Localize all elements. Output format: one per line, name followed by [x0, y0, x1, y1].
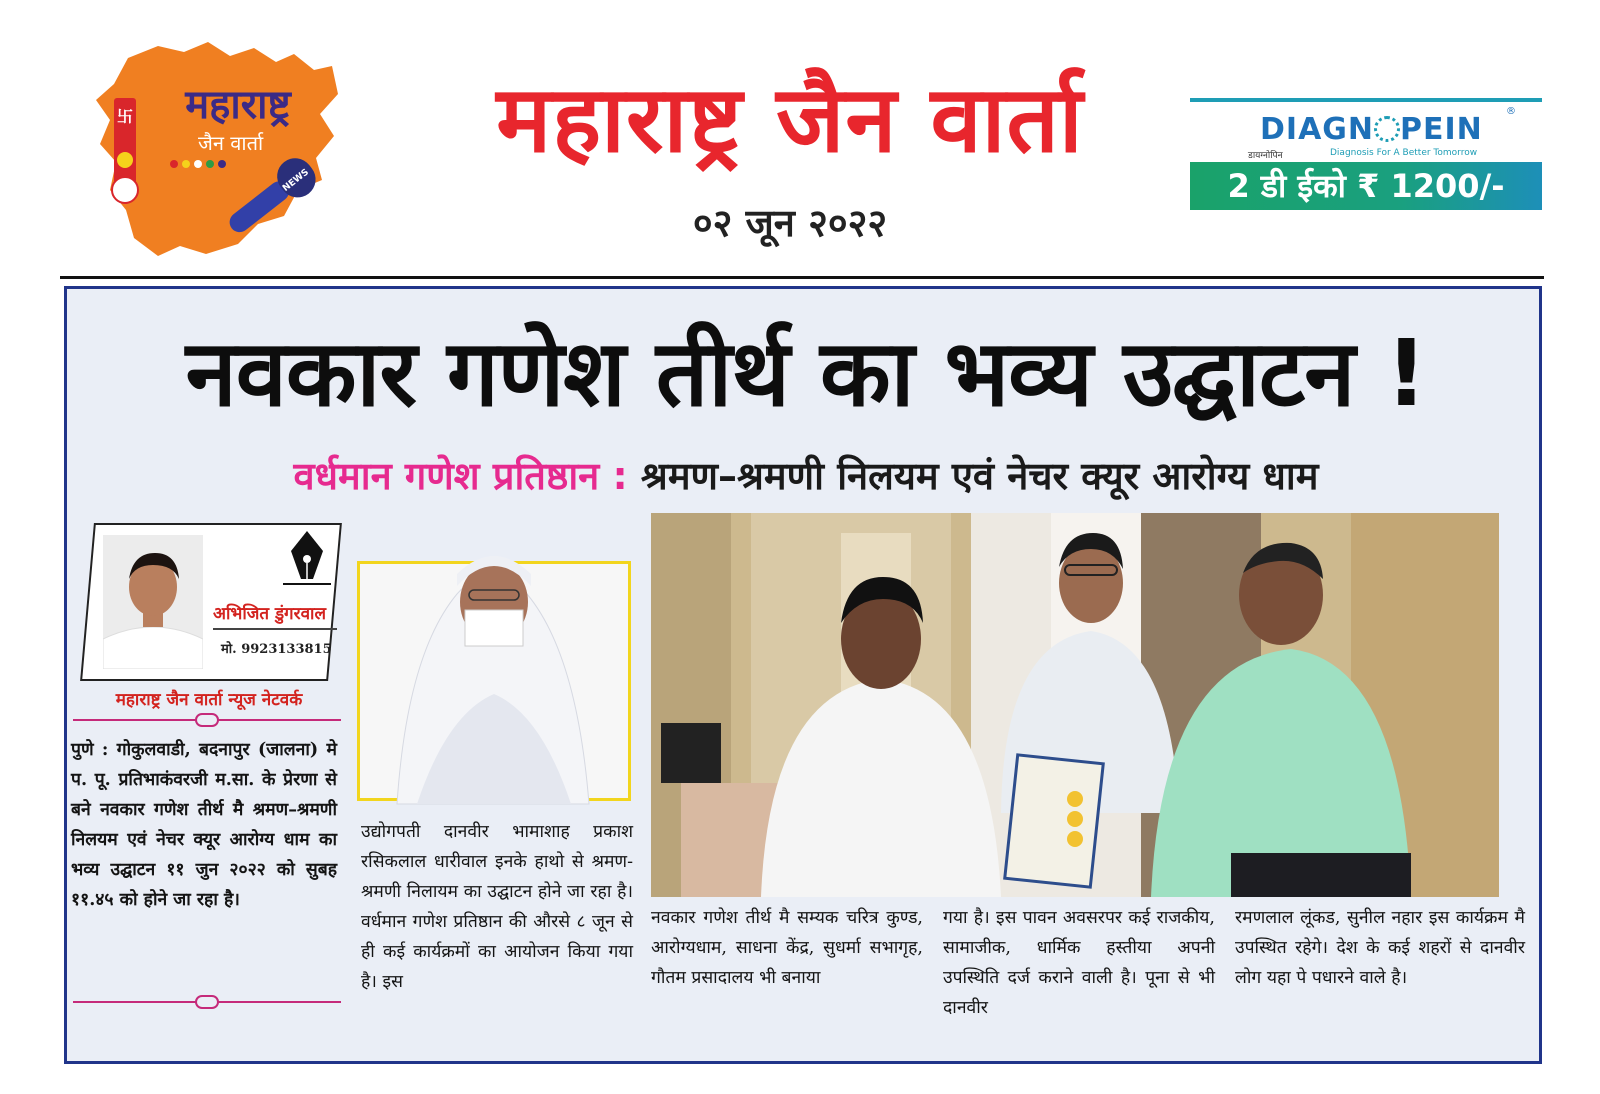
article-column-1: पुणे : गोकुलवाडी, बदनापुर (जालना) मे प. पू. प्रतिभाकंवरजी म.सा. के प्रेरणा से बने नवकार गणेश तीर्थ मै श्रमण–श्रमणी निलयम एवं नेचर क्यूर आरोग्य धाम का भव्य उद्घाटन ११ जुन २०२२ को सुबह ११.४५ को होने जा रहा है। [71, 740, 337, 910]
headline: नवकार गणेश तीर्थ का भव्य उद्घाटन ! [185, 320, 1427, 427]
maharashtra-map-icon [88, 40, 346, 262]
newspaper-logo [88, 40, 346, 262]
article-column-2: उद्योगपती दानवीर भामाशाह प्रकाश रसिकलाल धारीवाल इनके हाथो से श्रमण-श्रमणी निलायम का उद्घाटन होने जा रहा है। वर्धमान गणेश प्रतिष्ठान की औरसे ८ जून से ही कई कार्यक्रमों का आयोजन किया गया है। इस [361, 822, 633, 992]
reporter-card [80, 523, 342, 681]
subhead-org: वर्धमान गणेश प्रतिष्ठान : [293, 454, 628, 498]
reporter-name: अभिजित डुंगरवाल [213, 601, 337, 630]
inauguration-photo [651, 513, 1499, 897]
fountain-pen-icon [279, 529, 335, 593]
newspaper-title: महाराष्ट्र जैन वार्ता [496, 66, 1084, 173]
reporter-phone: मो. 9923133815 [221, 642, 332, 657]
divider-bottom [73, 995, 341, 1009]
divider-top [73, 713, 341, 727]
issue-date: ०२ जून २०२२ [692, 201, 888, 245]
reporter-photo [103, 535, 203, 669]
sadhvi-photo [357, 561, 631, 801]
logo-text-top: महाराष्ट्र [185, 82, 291, 128]
diagnopein-ad[interactable] [1190, 98, 1542, 210]
article-frame [64, 286, 1542, 1064]
ad-brand [1260, 112, 1500, 147]
svg-text:卐: 卐 [116, 107, 134, 126]
ad-brand-prefix: DIAGN [1260, 112, 1375, 147]
subheadline [67, 451, 1545, 501]
ad-top-line [1190, 98, 1542, 102]
masthead-rule [60, 276, 1544, 279]
article-column-4: गया है। इस पावन अवसरपर कई राजकीय, सामाजीक, धार्मिक हस्तीया अपनी उपस्थिति दर्ज कराने वाली है। पूना से भी दानवीर [943, 908, 1215, 1018]
mic-label: NEWS [281, 167, 311, 194]
registered-mark: ® [1506, 106, 1516, 117]
logo-text-sub: जैन वार्ता [198, 131, 264, 155]
article-column-5: रमणलाल लूंकड, सुनील नहार इस कार्यक्रम मै उपस्थित रहेगे। देश के कई शहरों से दानवीर लोग यहा पे पधारने वाले है। [1235, 908, 1525, 988]
ad-offer: 2 डी ईको ₹ 1200/- [1190, 162, 1542, 210]
ad-subtitle-hindi: डायग्नोपिन [1248, 151, 1283, 161]
article-column-3: नवकार गणेश तीर्थ मै सम्यक चरित्र कुण्ड, आरोग्यधाम, साधना केंद्र, सुधर्मा सभागृह, गौतम प्रसादालय भी बनाया [651, 908, 923, 988]
ad-tagline: Diagnosis For A Better Tomorrow [1330, 148, 1478, 158]
brand-circle-icon [1374, 116, 1400, 142]
subhead-rest: श्रमण–श्रमणी निलयम एवं नेचर क्यूर आरोग्य धाम [640, 454, 1319, 498]
news-network-label: महाराष्ट्र जैन वार्ता न्यूज नेटवर्क [115, 690, 303, 710]
ad-brand-suffix: PEIN [1400, 112, 1483, 147]
